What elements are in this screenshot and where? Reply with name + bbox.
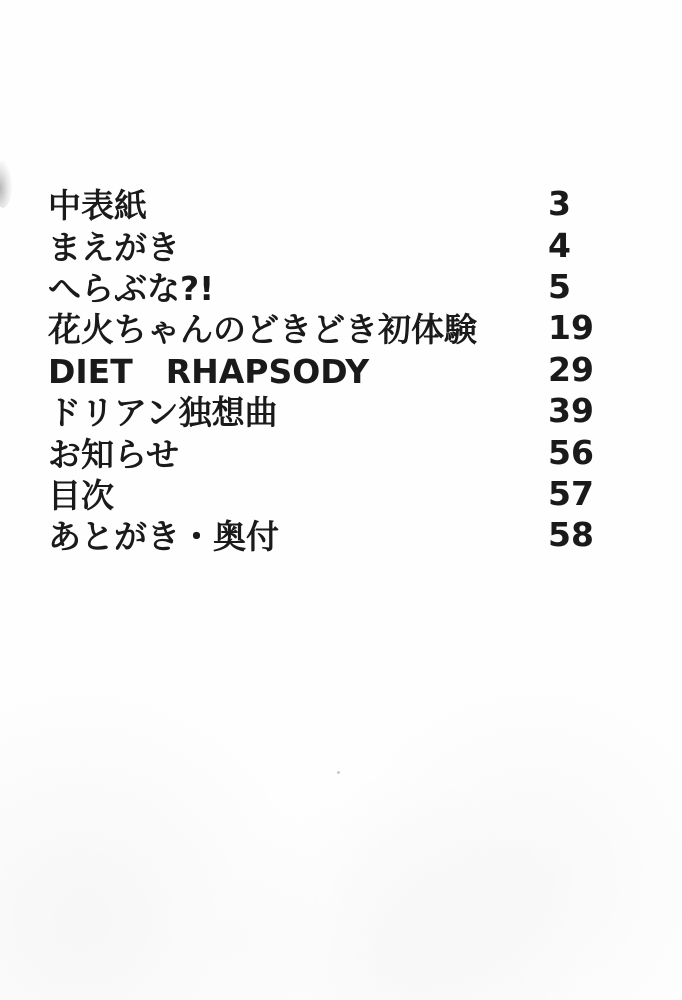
toc-entry-title: 中表紙 xyxy=(48,186,147,226)
toc-entry-title: へらぶな?! xyxy=(48,268,215,308)
toc-entry-page-number: 39 xyxy=(548,391,594,431)
toc-row xyxy=(48,349,638,390)
toc-row xyxy=(48,473,638,514)
toc-entry-title: あとがき・奥付 xyxy=(48,517,279,557)
toc-entry-page-number: 19 xyxy=(548,308,594,348)
toc-entry-page-number: 58 xyxy=(548,515,594,555)
toc-row xyxy=(48,431,638,472)
toc-row xyxy=(48,514,638,555)
toc-entry-page-number: 56 xyxy=(548,432,594,472)
toc-row xyxy=(48,390,638,431)
scan-speck-artifact xyxy=(337,771,340,774)
toc-entry-title: お知らせ xyxy=(48,434,180,474)
toc-entry-title: 花火ちゃんのどきどき初体験 xyxy=(48,310,477,350)
toc-entry-title: まえがき xyxy=(48,227,180,267)
toc-list xyxy=(48,183,638,556)
toc-entry-page-number: 4 xyxy=(548,225,571,265)
toc-entry-page-number: 57 xyxy=(548,473,594,513)
scan-smudge-artifact xyxy=(0,160,12,208)
toc-entry-page-number: 29 xyxy=(548,349,594,389)
toc-entry-title: ドリアン独想曲 xyxy=(48,393,278,433)
toc-row xyxy=(48,183,638,224)
toc-row xyxy=(48,266,638,307)
toc-row xyxy=(48,224,638,265)
toc-row xyxy=(48,307,638,348)
toc-entry-title: 目次 xyxy=(48,475,114,515)
toc-entry-page-number: 3 xyxy=(548,184,571,224)
toc-entry-title: DIET RHAPSODY xyxy=(48,351,370,391)
toc-entry-page-number: 5 xyxy=(548,266,571,306)
